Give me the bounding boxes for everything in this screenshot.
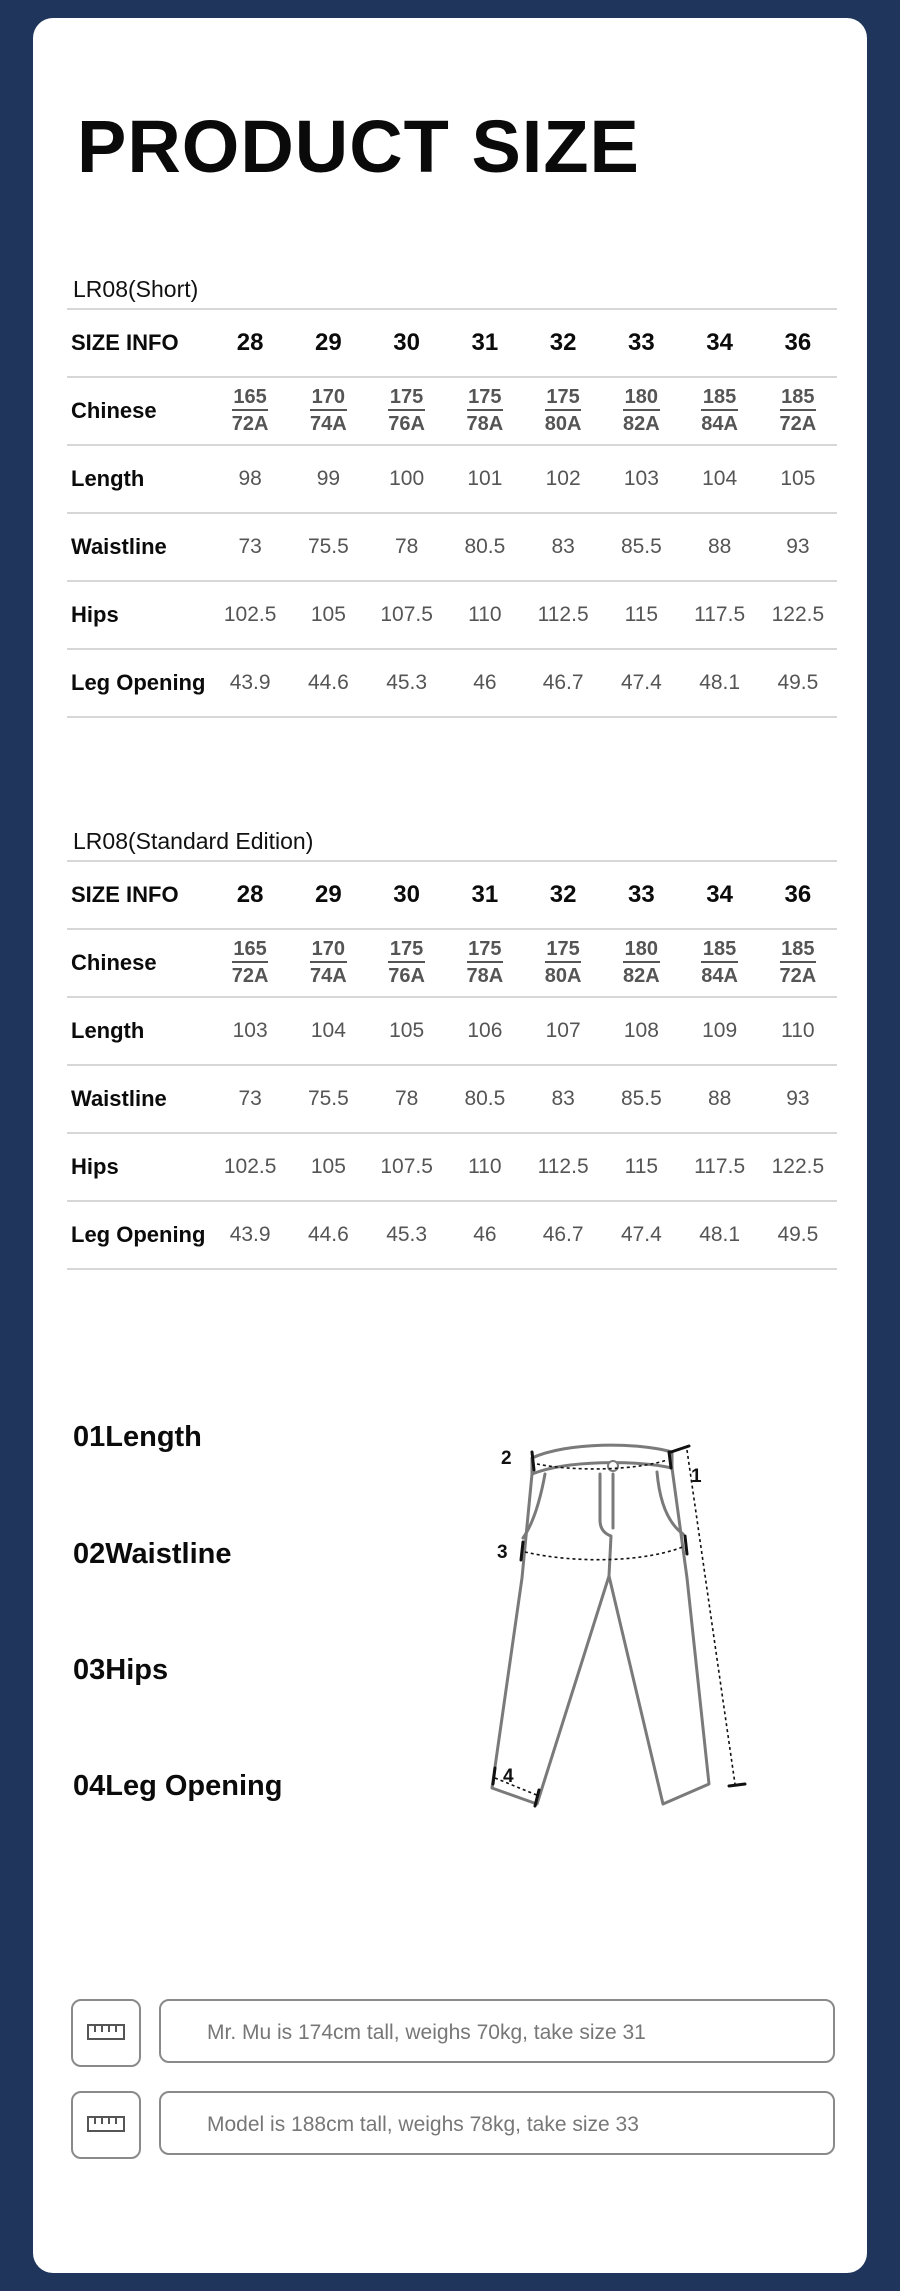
size-table [67,860,837,1270]
value-cell: 46 [473,671,497,694]
value-cell: 78 [394,1087,419,1110]
table-row-length [67,445,837,513]
value-cell: 122.5 [771,603,825,626]
table-row-leg-opening [67,649,837,717]
ruler-icon [73,2093,139,2157]
chinese-size-cell: $\frac{185}{72A}$ [779,386,817,435]
table-title: LR08(Standard Edition) [73,828,314,854]
row-label: Leg Opening [71,670,206,695]
value-cell: 47.4 [620,1223,662,1246]
chinese-size-cell: $\frac{165}{72A}$ [231,386,269,435]
value-cell: 112.5 [537,1155,589,1178]
table-row-chinese [67,377,837,445]
value-cell: 106 [467,1019,503,1042]
marker-4: 4 [503,1766,514,1787]
value-cell: 122.5 [771,1155,825,1178]
chinese-size-cell: $\frac{170}{74A}$ [310,938,347,987]
chinese-size-cell: $\frac{185}{84A}$ [701,938,738,987]
value-cell: 117.5 [694,1155,746,1178]
marker-2: 2 [501,1448,512,1469]
chinese-size-cell: $\frac{180}{82A}$ [623,938,660,987]
legend-length: 01Length [73,1421,202,1453]
chinese-size-cell: $\frac{180}{82A}$ [623,386,660,435]
value-cell: 43.9 [229,1223,271,1246]
size-table-short [67,270,837,718]
value-cell: 88 [707,535,732,558]
value-cell: 108 [623,1019,659,1042]
table-row-leg-opening [67,1201,837,1269]
chinese-size-cell: $\frac{175}{78A}$ [466,938,504,987]
marker-3: 3 [497,1542,508,1563]
table-row-hips [67,1133,837,1201]
value-cell: 100 [389,467,425,490]
model-note [71,1999,839,2067]
chinese-size-cell: $\frac{185}{84A}$ [701,386,738,435]
table-row-waistline [67,1065,837,1133]
chinese-size-cell: $\frac{175}{76A}$ [388,938,425,987]
value-cell: 83 [551,535,575,558]
trousers-icon [487,1428,867,1838]
value-cell: 49.5 [777,1223,819,1246]
value-cell: 105 [389,1019,425,1042]
value-cell: 107 [545,1019,581,1042]
chinese-size-cell: $\frac{185}{72A}$ [779,938,817,987]
value-cell: 115 [624,1155,659,1178]
row-label: Chinese [71,398,157,423]
value-cell: 103 [623,467,659,490]
value-cell: 104 [310,1019,346,1042]
value-cell: 78 [394,535,419,558]
size-cell: 29 [315,881,342,908]
chinese-size-cell: $\frac{175}{80A}$ [544,386,582,435]
value-cell: 93 [786,1087,810,1110]
value-cell: 43.9 [229,671,271,694]
marker-1: 1 [691,1466,702,1487]
ruler-icon [73,2001,139,2065]
chinese-size-cell: $\frac{165}{72A}$ [231,938,269,987]
value-cell: 103 [232,1019,268,1042]
row-label: Length [71,1018,145,1043]
value-cell: 73 [238,535,262,558]
value-cell: 107.5 [380,603,433,626]
chinese-size-cell: $\frac{170}{74A}$ [310,386,347,435]
size-cell: 33 [628,881,655,908]
size-cell: 31 [471,329,499,356]
size-cell: 32 [549,329,577,356]
value-cell: 44.6 [307,671,349,694]
row-label: SIZE INFO [71,882,179,907]
value-cell: 102.5 [223,1155,277,1178]
row-label: SIZE INFO [71,330,179,355]
value-cell: 49.5 [777,671,819,694]
value-cell: 85.5 [620,535,662,558]
legend-leg-opening: 04Leg Opening [73,1770,283,1802]
table-row-chinese [67,929,837,997]
ruler-icon-box [71,2091,141,2159]
size-table [67,308,837,718]
value-cell: 85.5 [620,1087,662,1110]
value-cell: 45.3 [386,671,428,694]
value-cell: 45.3 [386,1223,428,1246]
value-cell: 99 [316,467,341,490]
value-cell: 46.7 [542,671,584,694]
size-cell: 32 [549,881,577,908]
table-row-size-info [67,861,837,929]
value-cell: 112.5 [537,603,589,626]
table-row-length [67,997,837,1065]
value-cell: 75.5 [307,1087,349,1110]
value-cell: 109 [702,1019,738,1042]
value-cell: 105 [310,1155,346,1178]
table-row-size-info [67,309,837,377]
size-cell: 34 [706,329,733,356]
value-cell: 107.5 [380,1155,433,1178]
size-cell: 30 [393,329,420,356]
row-label: Chinese [71,950,157,975]
value-cell: 105 [780,467,816,490]
row-label: Hips [71,602,119,627]
row-label: Waistline [71,534,167,559]
table-row-hips [67,581,837,649]
model-note-text: Mr. Mu is 174cm tall, weighs 70kg, take size 31 [159,1999,835,2063]
value-cell: 48.1 [699,1223,741,1246]
value-cell: 110 [468,603,502,626]
size-cell: 34 [706,881,733,908]
value-cell: 88 [707,1087,732,1110]
value-cell: 104 [702,467,738,490]
model-note [71,2091,839,2159]
value-cell: 48.1 [699,671,741,694]
value-cell: 102.5 [223,603,277,626]
value-cell: 44.6 [307,1223,349,1246]
row-label: Hips [71,1154,119,1179]
size-cell: 33 [628,329,655,356]
value-cell: 98 [238,467,262,490]
trousers-measurement-diagram [487,1428,867,1838]
size-cell: 28 [236,329,264,356]
table-title: LR08(Short) [73,276,199,302]
value-cell: 105 [310,603,346,626]
value-cell: 101 [467,467,503,490]
size-cell: 29 [315,329,342,356]
value-cell: 46 [473,1223,497,1246]
value-cell: 110 [781,1019,815,1042]
table-row-waistline [67,513,837,581]
value-cell: 75.5 [307,535,349,558]
row-label: Length [71,466,145,491]
size-cell: 36 [784,329,812,356]
product-size-card [33,18,867,2273]
value-cell: 83 [551,1087,575,1110]
row-label: Waistline [71,1086,167,1111]
value-cell: 80.5 [464,535,506,558]
value-cell: 102 [545,467,581,490]
value-cell: 117.5 [694,603,746,626]
row-label: Leg Opening [71,1222,206,1247]
legend-hips: 03Hips [73,1654,169,1686]
value-cell: 80.5 [464,1087,506,1110]
size-cell: 28 [236,881,264,908]
ruler-icon-box [71,1999,141,2067]
page-title: PRODUCT SIZE [77,105,640,188]
chinese-size-cell: $\frac{175}{80A}$ [544,938,582,987]
value-cell: 73 [238,1087,262,1110]
legend-waistline: 02Waistline [73,1538,232,1570]
value-cell: 46.7 [542,1223,584,1246]
size-table-standard [67,822,837,1270]
value-cell: 93 [786,535,810,558]
value-cell: 47.4 [620,671,662,694]
value-cell: 110 [468,1155,502,1178]
chinese-size-cell: $\frac{175}{76A}$ [388,386,425,435]
size-cell: 30 [393,881,420,908]
value-cell: 115 [624,603,659,626]
chinese-size-cell: $\frac{175}{78A}$ [466,386,504,435]
model-note-text: Model is 188cm tall, weighs 78kg, take size 33 [159,2091,835,2155]
size-cell: 31 [471,881,499,908]
size-cell: 36 [784,881,812,908]
